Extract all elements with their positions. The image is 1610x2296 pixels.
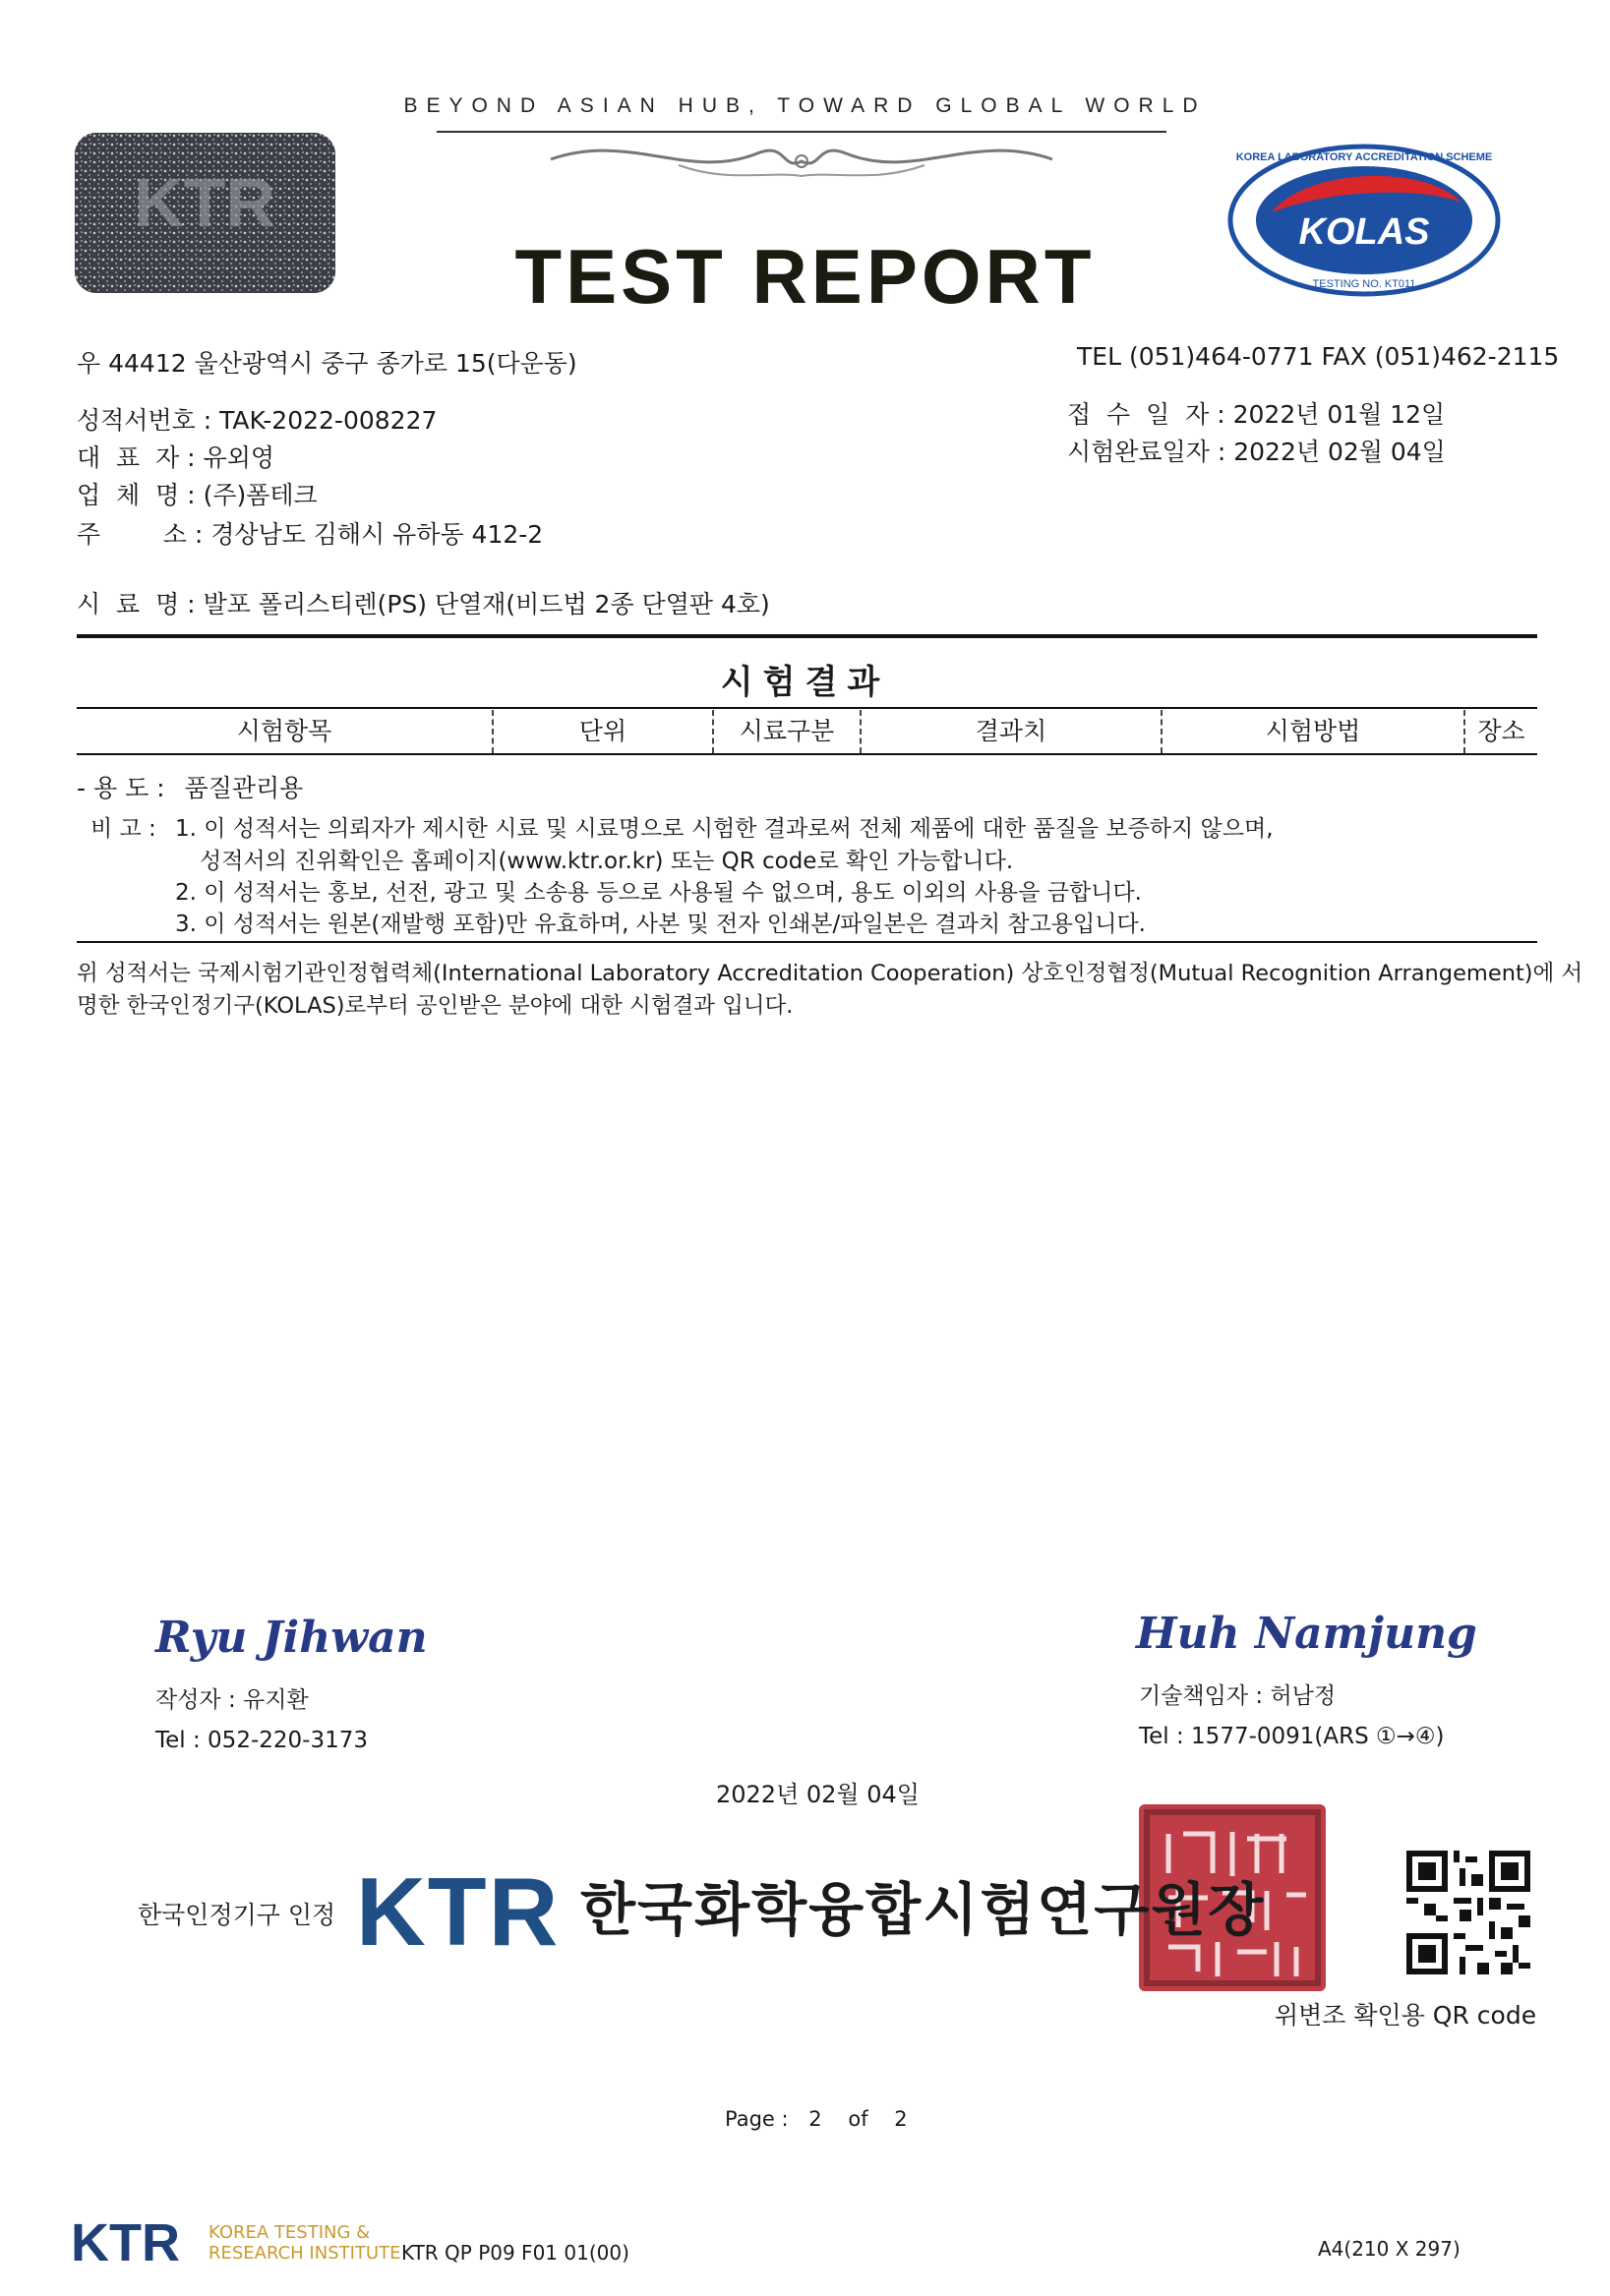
report-number-row [77,401,437,437]
page-number: 2 [808,2107,822,2131]
author-signature: Ryu Jihwan [155,1613,428,1663]
results-title: 시험결과 [720,663,890,702]
remark-3: 3. 이 성적서는 원본(재발행 포함)만 유효하며, 사본 및 전자 인쇄본/파일본은 결과치 참고용입니다. [175,912,1146,937]
completed-date-row [1067,433,1446,468]
report-title: TEST REPORT [514,233,1096,320]
lab-address: 우 44412 울산광역시 중구 종가로 15(다운동) [77,349,577,378]
usage-label: - 용 도 : [77,774,165,802]
author-name: 작성자 : 유지환 [155,1687,309,1713]
report-number: TAK-2022-008227 [219,406,438,435]
form-code: KTR QP P09 F01 01(00) [401,2241,629,2265]
page-label: Page : [725,2107,789,2131]
remarks-label: 비 고 : [90,816,156,842]
svg-text:KOREA LABORATORY ACCREDITATION: KOREA LABORATORY ACCREDITATION SCHEME [1235,151,1493,163]
results-top-rule [77,634,1537,638]
ktr-logo-large: KTR [356,1857,561,1966]
received-date: 2022년 01월 12일 [1232,400,1446,429]
author-tel: Tel : 052-220-3173 [155,1728,368,1753]
paper-size: A4(210 X 297) [1318,2237,1461,2261]
remark-1b: 성적서의 진위확인은 홈페이지(www.ktr.or.kr) 또는 QR code로 확인 가능합니다. [200,849,1014,874]
representative-row [77,439,274,474]
qr-caption: 위변조 확인용 QR code [1275,2001,1537,2030]
lab-tel-fax: TEL (051)464-0771 FAX (051)462-2115 [1077,342,1560,371]
tech-manager-name: 기술책임자 : 허남정 [1139,1683,1337,1709]
ilac-statement-2: 명한 한국인정기구(KOLAS)로부터 공인받은 분야에 대한 시험결과 입니다. [77,993,794,1019]
company-row [77,476,318,511]
page-total: 2 [894,2107,908,2131]
page-indicator [725,2107,908,2131]
results-table-header [77,710,1537,753]
qr-code[interactable] [1406,1851,1530,1974]
col-test-method: 시험방법 [1163,710,1465,753]
usage-value: 품질관리용 [184,774,304,802]
svg-text:TESTING NO. KT011: TESTING NO. KT011 [1312,278,1416,290]
col-location: 장소 [1477,717,1525,745]
completed-date: 2022년 02월 04일 [1233,438,1446,466]
ornament-flourish [433,122,1170,191]
tagline: BEYOND ASIAN HUB, TOWARD GLOBAL WORLD [403,94,1207,117]
report-number-label: 성적서번호 : [77,406,212,435]
sample-name: 발포 폴리스티렌(PS) 단열재(비드법 2종 단열판 4호) [203,590,770,618]
tech-manager-tel: Tel : 1577-0091(ARS ①→④) [1139,1724,1445,1749]
received-date-label: 접 수 일 자 : [1067,400,1225,429]
sample-label: 시 료 명 : [77,590,196,618]
svg-text:KTR: KTR [134,164,275,241]
company-label: 업 체 명 : [77,481,196,509]
footer-ktr-subtitle-1: KOREA TESTING & [209,2222,371,2243]
representative: 유외영 [203,443,275,472]
col-unit: 단위 [494,710,714,753]
usage-row [77,769,303,804]
table-header-top-rule [77,707,1537,709]
issue-date: 2022년 02월 04일 [716,1781,920,1808]
completed-date-label: 시험완료일자 : [1067,438,1226,466]
notes-bottom-rule [77,941,1537,943]
kolas-logo [1227,144,1501,297]
ilac-statement-1: 위 성적서는 국제시험기관인정협력체(International Laboratory Accreditation Cooperation) 상호인정협정(Mutual Recognition Arrangement)에 서 [77,961,1583,986]
remark-1a: 1. 이 성적서는 의뢰자가 제시한 시료 및 시료명으로 시험한 결과로써 전체 제품에 대한 품질을 보증하지 않으며, [175,816,1274,842]
company-address-label: 주 소 : [77,520,204,549]
footer-ktr-subtitle-2: RESEARCH INSTITUTE [209,2243,401,2264]
company-name: (주)폼테크 [203,481,318,509]
svg-text:KOLAS: KOLAS [1298,211,1430,253]
table-header-bottom-rule [77,753,1537,755]
representative-label: 대 표 자 : [77,443,196,472]
received-date-row [1067,395,1445,431]
institute-name: 한국화학융합시험연구원장 [580,1876,1266,1943]
remark-2: 2. 이 성적서는 홍보, 선전, 광고 및 소송용 등으로 사용될 수 없으며, 용도 이외의 사용을 금합니다. [175,880,1142,906]
kolas-certification-label: 한국인정기구 인정 [138,1901,336,1929]
footer-ktr-subtitle [209,2222,400,2264]
company-address-row [77,515,543,551]
hologram-pattern [75,133,335,293]
company-address: 경상남도 김해시 유하동 412-2 [210,520,544,549]
sample-row [77,585,770,620]
col-result: 결과치 [862,710,1163,753]
tech-manager-signature: Huh Namjung [1136,1609,1477,1659]
footer-ktr-logo: KTR [71,2213,180,2272]
page-of: of [848,2107,868,2131]
col-test-item: 시험항목 [77,710,494,753]
ktr-hologram-logo [75,133,335,293]
col-sample-type: 시료구분 [714,710,862,753]
